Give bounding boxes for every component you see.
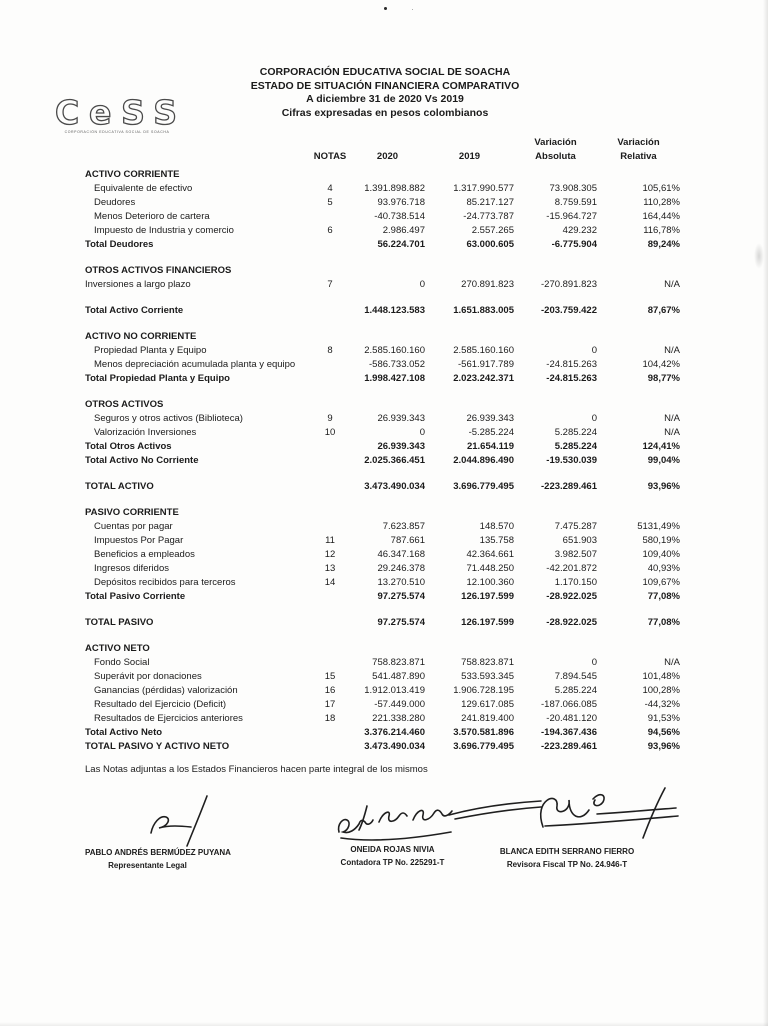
row-label: Total Deudores (85, 239, 154, 250)
table-row (85, 344, 680, 358)
nota-value: 17 (324, 699, 336, 710)
variacion-relativa: 89,24% (647, 239, 680, 250)
nota-value (310, 520, 350, 534)
table-section (85, 616, 680, 630)
nota-value: 4 (327, 183, 333, 194)
table-section (85, 398, 680, 468)
table-row (85, 412, 680, 426)
nota-value: 12 (324, 549, 336, 560)
scan-speck (412, 9, 413, 10)
signatory-name: BLANCA EDITH SERRANO FIERRO (499, 847, 635, 856)
value-2020: 1.912.013.419 (364, 685, 425, 696)
section-header: ACTIVO NETO (85, 643, 150, 654)
signature-block-representante-legal (85, 793, 231, 872)
nota-value (310, 740, 350, 754)
value-2020: -586.733.052 (369, 359, 425, 370)
variacion-relativa: 109,67% (642, 577, 680, 588)
row-label: Total Activo Corriente (85, 305, 184, 316)
value-2020: 26.939.343 (377, 441, 425, 452)
section-header-row (85, 398, 680, 412)
col-notas: NOTAS (313, 151, 347, 162)
value-2020: 3.473.490.034 (364, 741, 425, 752)
nota-value: 11 (325, 535, 335, 546)
variacion-absoluta: -223.289.461 (541, 481, 597, 492)
table-row (85, 182, 680, 196)
variacion-relativa: 77,08% (647, 591, 680, 602)
variacion-absoluta: 1.170.150 (554, 577, 597, 588)
row-label: Impuestos Por Pagar (94, 535, 184, 546)
variacion-relativa: 99,04% (647, 455, 680, 466)
value-2019: 241.819.400 (461, 713, 514, 724)
value-2019: 533.593.345 (461, 671, 514, 682)
table-row (85, 534, 680, 548)
table-row (85, 656, 680, 670)
value-2020: 97.275.574 (377, 591, 425, 602)
value-2019: 1.317.990.577 (453, 183, 514, 194)
variacion-absoluta: -42.201.872 (546, 563, 597, 574)
value-2020: 1.448.123.583 (364, 305, 425, 316)
row-label: Deudores (94, 197, 136, 208)
row-label: Inversiones a largo plazo (85, 279, 191, 290)
row-label: Propiedad Planta y Equipo (94, 345, 207, 356)
variacion-absoluta: 7.894.545 (554, 671, 597, 682)
nota-value: 9 (327, 413, 333, 424)
variacion-absoluta: -270.891.823 (541, 279, 597, 290)
nota-value: 14 (324, 577, 336, 588)
signatory-name: PABLO ANDRÉS BERMÚDEZ PUYANA (85, 848, 231, 857)
variacion-absoluta: -6.775.904 (551, 239, 597, 250)
column-header-row-bottom (85, 150, 680, 164)
value-2020: 7.623.857 (382, 521, 425, 532)
nota-value (310, 238, 350, 252)
value-2020: 758.823.871 (372, 657, 425, 668)
section-header-row (85, 168, 680, 182)
company-name: CORPORACIÓN EDUCATIVA SOCIAL DE SOACHA (259, 66, 511, 78)
table-row (85, 224, 680, 238)
nota-value: 13 (324, 563, 336, 574)
value-2019: 2.044.896.490 (453, 455, 514, 466)
value-2020: 26.939.343 (377, 413, 425, 424)
variacion-absoluta: 3.982.507 (554, 549, 597, 560)
row-label: Menos depreciación acumulada planta y equipo (94, 359, 296, 370)
variacion-absoluta: 0 (591, 657, 597, 668)
variacion-relativa: 93,96% (647, 741, 680, 752)
scan-edge-shadow (0, 1022, 768, 1026)
section-header-row (85, 264, 680, 278)
value-2020: 29.246.378 (377, 563, 425, 574)
nota-value: 18 (324, 713, 336, 724)
row-label: Fondo Social (94, 657, 150, 668)
currency-note: Cifras expresadas en pesos colombianos (281, 106, 489, 119)
variacion-relativa: 164,44% (642, 211, 680, 222)
value-2019: 3.696.779.495 (453, 741, 514, 752)
nota-value (310, 440, 350, 454)
section-header: ACTIVO NO CORRIENTE (85, 331, 197, 342)
col-2019: 2019 (458, 151, 481, 162)
variacion-absoluta: 5.285.224 (554, 685, 597, 696)
value-2020: 2.025.366.451 (364, 455, 425, 466)
variacion-relativa: 104,42% (642, 359, 680, 370)
variacion-relativa: 5131,49% (637, 521, 680, 532)
value-2019: 148.570 (479, 521, 514, 532)
table-row (85, 726, 680, 740)
signature-stroke-icon (445, 787, 680, 839)
value-2020: 56.224.701 (377, 239, 425, 250)
table-section (85, 506, 680, 604)
value-2019: 85.217.127 (466, 197, 514, 208)
value-2019: 126.197.599 (461, 617, 514, 628)
table-section (85, 168, 680, 252)
nota-value (310, 358, 350, 372)
value-2019: -24.773.787 (463, 211, 514, 222)
variacion-relativa: 100,28% (642, 685, 680, 696)
value-2019: 270.891.823 (461, 279, 514, 290)
value-2019: 71.448.250 (466, 563, 514, 574)
section-header: ACTIVO CORRIENTE (85, 169, 180, 180)
signature-block-revisora-fiscal (497, 793, 637, 871)
table-row (85, 304, 680, 318)
row-label: Total Activo Neto (85, 727, 163, 738)
value-2020: 3.376.214.460 (364, 727, 425, 738)
column-header-row-top (85, 136, 680, 150)
scan-smudge (754, 243, 764, 269)
value-2019: 21.654.119 (466, 441, 514, 452)
row-label: Equivalente de efectivo (94, 183, 193, 194)
section-header: PASIVO CORRIENTE (85, 507, 179, 518)
nota-value (310, 454, 350, 468)
row-label: Menos Deterioro de cartera (94, 211, 210, 222)
row-label: Cuentas por pagar (94, 521, 173, 532)
value-2019: -561.917.789 (458, 359, 514, 370)
variacion-absoluta: -15.964.727 (546, 211, 597, 222)
notes-disclaimer: Las Notas adjuntas a los Estados Financieros hacen parte integral de los mismos (85, 764, 428, 775)
table-section (85, 642, 680, 754)
svg-text:CeSS: CeSS (55, 96, 177, 128)
value-2020: 2.986.497 (382, 225, 425, 236)
variacion-relativa: 110,28% (643, 197, 680, 208)
table-row (85, 426, 680, 440)
table-row (85, 684, 680, 698)
col-variacion-absoluta-bottom: Absoluta (535, 151, 576, 162)
table-row (85, 196, 680, 210)
nota-value: 8 (327, 345, 333, 356)
col-variacion-absoluta-top: Variación (534, 137, 577, 148)
value-2020: 2.585.160.160 (364, 345, 425, 356)
nota-value (310, 304, 350, 318)
variacion-relativa: N/A (664, 413, 680, 424)
variacion-relativa: 40,93% (647, 563, 680, 574)
row-label: Valorización Inversiones (94, 427, 197, 438)
variacion-absoluta: 5.285.224 (554, 441, 597, 452)
value-2019: 3.696.779.495 (453, 481, 514, 492)
table-row (85, 616, 680, 630)
column-headers (85, 136, 680, 164)
signatory-name: ONEIDA ROJAS NIVIA (350, 845, 435, 854)
table-row (85, 238, 680, 252)
signatory-title: Contadora TP No. 225291-T (340, 858, 445, 867)
nota-value (310, 210, 350, 224)
value-2020: 97.275.574 (377, 617, 425, 628)
nota-value (310, 616, 350, 630)
value-2019: 126.197.599 (461, 591, 514, 602)
variacion-absoluta: -223.289.461 (541, 741, 597, 752)
signature-stroke-icon (143, 795, 235, 847)
nota-value: 15 (324, 671, 336, 682)
variacion-relativa: 94,56% (647, 727, 680, 738)
variacion-absoluta: -28.922.025 (546, 617, 597, 628)
nota-value: 16 (324, 685, 336, 696)
table-row (85, 454, 680, 468)
col-variacion-relativa-top: Variación (617, 137, 660, 148)
logo-caption: CORPORACIÓN EDUCATIVA SOCIAL DE SOACHA (64, 130, 170, 134)
nota-value: 10 (324, 427, 336, 438)
variacion-absoluta: -20.481.120 (546, 713, 597, 724)
table-row (85, 440, 680, 454)
variacion-absoluta: -28.922.025 (546, 591, 597, 602)
nota-value: 6 (327, 225, 333, 236)
variacion-relativa: 109,40% (642, 549, 680, 560)
variacion-relativa: 116,78% (643, 225, 680, 236)
variacion-relativa: 105,61% (642, 183, 680, 194)
value-2019: 63.000.605 (466, 239, 514, 250)
scan-speck (384, 7, 387, 10)
value-2019: 1.906.728.195 (453, 685, 514, 696)
scan-edge-shadow (763, 0, 768, 1026)
value-2019: 3.570.581.896 (453, 727, 514, 738)
financial-table (85, 136, 680, 754)
value-2020: 0 (419, 279, 425, 290)
table-row (85, 576, 680, 590)
table-row (85, 590, 680, 604)
nota-value (310, 480, 350, 494)
value-2020: 3.473.490.034 (364, 481, 425, 492)
table-row (85, 740, 680, 754)
variacion-absoluta: 8.759.591 (554, 197, 597, 208)
signature-stroke-icon (333, 800, 455, 844)
section-header-row (85, 506, 680, 520)
row-label: Superávit por donaciones (94, 671, 202, 682)
table-row (85, 698, 680, 712)
nota-value: 7 (327, 279, 333, 290)
row-label: Seguros y otros activos (Biblioteca) (94, 413, 243, 424)
value-2020: 221.338.280 (372, 713, 425, 724)
variacion-absoluta: -19.530.039 (546, 455, 597, 466)
nota-value (310, 372, 350, 386)
value-2020: 46.347.168 (377, 549, 425, 560)
variacion-relativa: -44,32% (644, 699, 680, 710)
value-2020: -40.738.514 (374, 211, 425, 222)
table-section (85, 304, 680, 318)
value-2020: -57.449.000 (374, 699, 425, 710)
variacion-absoluta: 5.285.224 (554, 427, 597, 438)
variacion-relativa: 580,19% (642, 535, 680, 546)
table-row (85, 480, 680, 494)
value-2019: 1.651.883.005 (453, 305, 514, 316)
variacion-absoluta: -187.066.085 (541, 699, 597, 710)
row-label: Total Pasivo Corriente (85, 591, 186, 602)
variacion-absoluta: -24.815.263 (546, 359, 597, 370)
variacion-absoluta: 0 (591, 413, 597, 424)
variacion-absoluta: 7.475.287 (554, 521, 597, 532)
row-label: Resultados de Ejercicios anteriores (94, 713, 243, 724)
row-label: TOTAL PASIVO Y ACTIVO NETO (85, 741, 230, 752)
value-2020: 93.976.718 (377, 197, 425, 208)
variacion-absoluta: -194.367.436 (541, 727, 597, 738)
table-row (85, 562, 680, 576)
table-section (85, 264, 680, 292)
value-2019: -5.285.224 (468, 427, 514, 438)
nota-value (310, 590, 350, 604)
table-section (85, 330, 680, 386)
value-2019: 129.617.085 (461, 699, 514, 710)
row-label: Ingresos diferidos (94, 563, 169, 574)
row-label: TOTAL ACTIVO (85, 481, 154, 492)
variacion-absoluta: 429.232 (562, 225, 597, 236)
statement-title: ESTADO DE SITUACIÓN FINANCIERA COMPARATIVO (250, 79, 520, 92)
nota-value (310, 726, 350, 740)
value-2020: 1.998.427.108 (364, 373, 425, 384)
table-row (85, 372, 680, 386)
variacion-relativa: 87,67% (647, 305, 680, 316)
section-header-row (85, 642, 680, 656)
variacion-absoluta: -203.759.422 (541, 305, 597, 316)
value-2019: 758.823.871 (461, 657, 514, 668)
row-label: Ganancias (pérdidas) valorización (94, 685, 238, 696)
value-2019: 42.364.661 (466, 549, 514, 560)
financial-table-body (85, 168, 680, 754)
nota-value: 5 (327, 197, 333, 208)
col-variacion-relativa-bottom: Relativa (620, 151, 657, 162)
row-label: Depósitos recibidos para terceros (94, 577, 236, 588)
row-label: Total Otros Activos (85, 441, 172, 452)
value-2019: 135.758 (479, 535, 514, 546)
table-row (85, 670, 680, 684)
row-label: Beneficios a empleados (94, 549, 195, 560)
table-row (85, 358, 680, 372)
variacion-absoluta: -24.815.263 (546, 373, 597, 384)
row-label: Total Activo No Corriente (85, 455, 199, 466)
variacion-relativa: N/A (664, 279, 680, 290)
table-row (85, 548, 680, 562)
value-2019: 26.939.343 (466, 413, 514, 424)
value-2020: 541.487.890 (372, 671, 425, 682)
nota-value (310, 656, 350, 670)
row-label: TOTAL PASIVO (85, 617, 154, 628)
statement-period: A diciembre 31 de 2020 Vs 2019 (306, 93, 464, 106)
value-2020: 787.661 (390, 535, 425, 546)
value-2019: 2.023.242.371 (453, 373, 514, 384)
variacion-absoluta: 651.903 (562, 535, 597, 546)
col-2020: 2020 (376, 151, 399, 162)
variacion-relativa: 101,48% (642, 671, 680, 682)
variacion-relativa: 91,53% (647, 713, 680, 724)
variacion-relativa: 124,41% (642, 441, 680, 452)
variacion-absoluta: 73.908.305 (549, 183, 597, 194)
value-2019: 2.585.160.160 (453, 345, 514, 356)
value-2020: 1.391.898.882 (364, 183, 425, 194)
row-label: Resultado del Ejercicio (Deficit) (94, 699, 226, 710)
document-title-block (85, 66, 685, 120)
variacion-relativa: 77,08% (647, 617, 680, 628)
variacion-absoluta: 0 (591, 345, 597, 356)
variacion-relativa: N/A (664, 345, 680, 356)
table-row (85, 520, 680, 534)
value-2020: 13.270.510 (377, 577, 425, 588)
row-label: Impuesto de Industria y comercio (94, 225, 234, 236)
table-row (85, 278, 680, 292)
section-header: OTROS ACTIVOS FINANCIEROS (85, 265, 232, 276)
signatory-title: Revisora Fiscal TP No. 24.946-T (506, 860, 628, 869)
value-2020: 0 (419, 427, 425, 438)
variacion-relativa: N/A (664, 657, 680, 668)
value-2019: 2.557.265 (471, 225, 514, 236)
variacion-relativa: 93,96% (647, 481, 680, 492)
table-row (85, 210, 680, 224)
signatory-title: Representante Legal (108, 861, 187, 870)
variacion-relativa: 98,77% (647, 373, 680, 384)
row-label: Total Propiedad Planta y Equipo (85, 373, 230, 384)
signature-block-contadora (325, 800, 460, 869)
section-header-row (85, 330, 680, 344)
value-2019: 12.100.360 (466, 577, 514, 588)
table-section (85, 480, 680, 494)
section-header: OTROS ACTIVOS (85, 399, 164, 410)
table-row (85, 712, 680, 726)
variacion-relativa: N/A (664, 427, 680, 438)
